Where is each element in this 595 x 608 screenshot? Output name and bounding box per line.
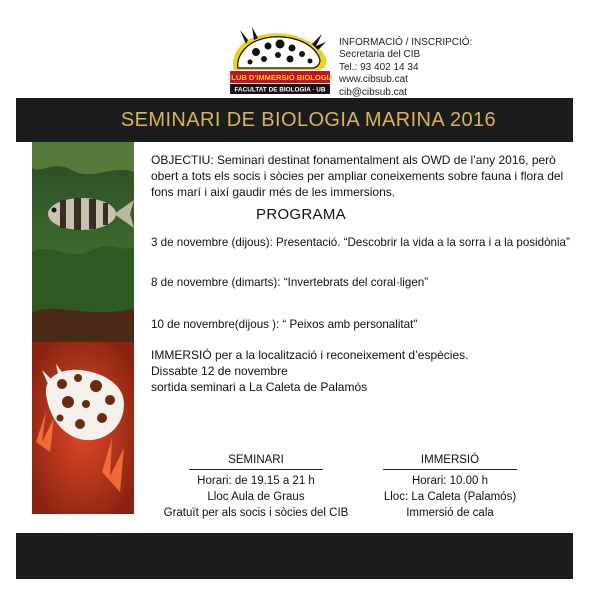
dive-line2: Dissabte 12 de novembre (151, 364, 288, 378)
event-item: 10 de novembre(dijous ): “ Peixos amb personalitat" (151, 318, 418, 331)
dive-info (151, 347, 468, 395)
objective-text: OBJECTIU: Seminari destinat fonamentalment als OWD de l’any 2016, però obert a tots els socis i sòcies per ampliar coneixements sobre fauna i flora del fons marí i així gaudir més de les immersions. (151, 153, 564, 199)
club-logo (228, 24, 332, 98)
title-band (16, 98, 573, 142)
event-item: 3 de novembre (dijous): Presentació. “Descobrir la vida a la sorra i a la posidònia” (151, 236, 570, 249)
immersio-column (370, 452, 530, 521)
dive-line3: sortida seminari a La Caleta de Palamós (151, 380, 368, 394)
info-email[interactable]: cib@cibsub.cat (339, 86, 407, 98)
photo-column (32, 142, 134, 514)
programa-heading: PROGRAMA (256, 206, 346, 223)
nudibranch-logo-icon (228, 24, 332, 98)
logo-line1: CLUB D'IMMERSIÓ BIOLOGIA (228, 73, 332, 82)
info-secretary: Secretaria del CIB (339, 49, 421, 61)
info-phone: Tel.: 93 402 14 34 (339, 61, 419, 73)
immersio-note: Immersió de cala (406, 507, 494, 519)
event-item: 8 de novembre (dimarts): “Invertebrats del coral·ligen” (151, 276, 429, 289)
immersio-heading: IMMERSIÓ (383, 452, 517, 470)
page-title: SEMINARI DE BIOLOGIA MARINA 2016 (120, 109, 497, 131)
contact-info (339, 37, 472, 99)
info-heading: INFORMACIÓ / INSCRIPCIÓ: (339, 37, 473, 48)
seminari-price: Gratuït per als socis i sòcies del CIB (163, 507, 349, 519)
seminari-heading: SEMINARI (189, 452, 323, 470)
footer-band (16, 533, 573, 579)
dive-line1: IMMERSIÓ per a la localització i reconeixement d’espècies. (151, 348, 469, 362)
seminari-column (150, 452, 362, 521)
immersio-hours: Horari: 10.00 h (411, 475, 489, 487)
info-web[interactable]: www.cibsub.cat (339, 74, 408, 86)
logo-line2: FACULTAT DE BIOLOGIA · UB (234, 86, 326, 94)
seminari-hours: Horari: de 19.15 a 21 h (197, 475, 315, 487)
fish-photo-icon (32, 142, 134, 514)
immersio-place: Lloc: La Caleta (Palamós) (383, 491, 517, 503)
seminari-place: Lloc Aula de Graus (207, 491, 305, 503)
